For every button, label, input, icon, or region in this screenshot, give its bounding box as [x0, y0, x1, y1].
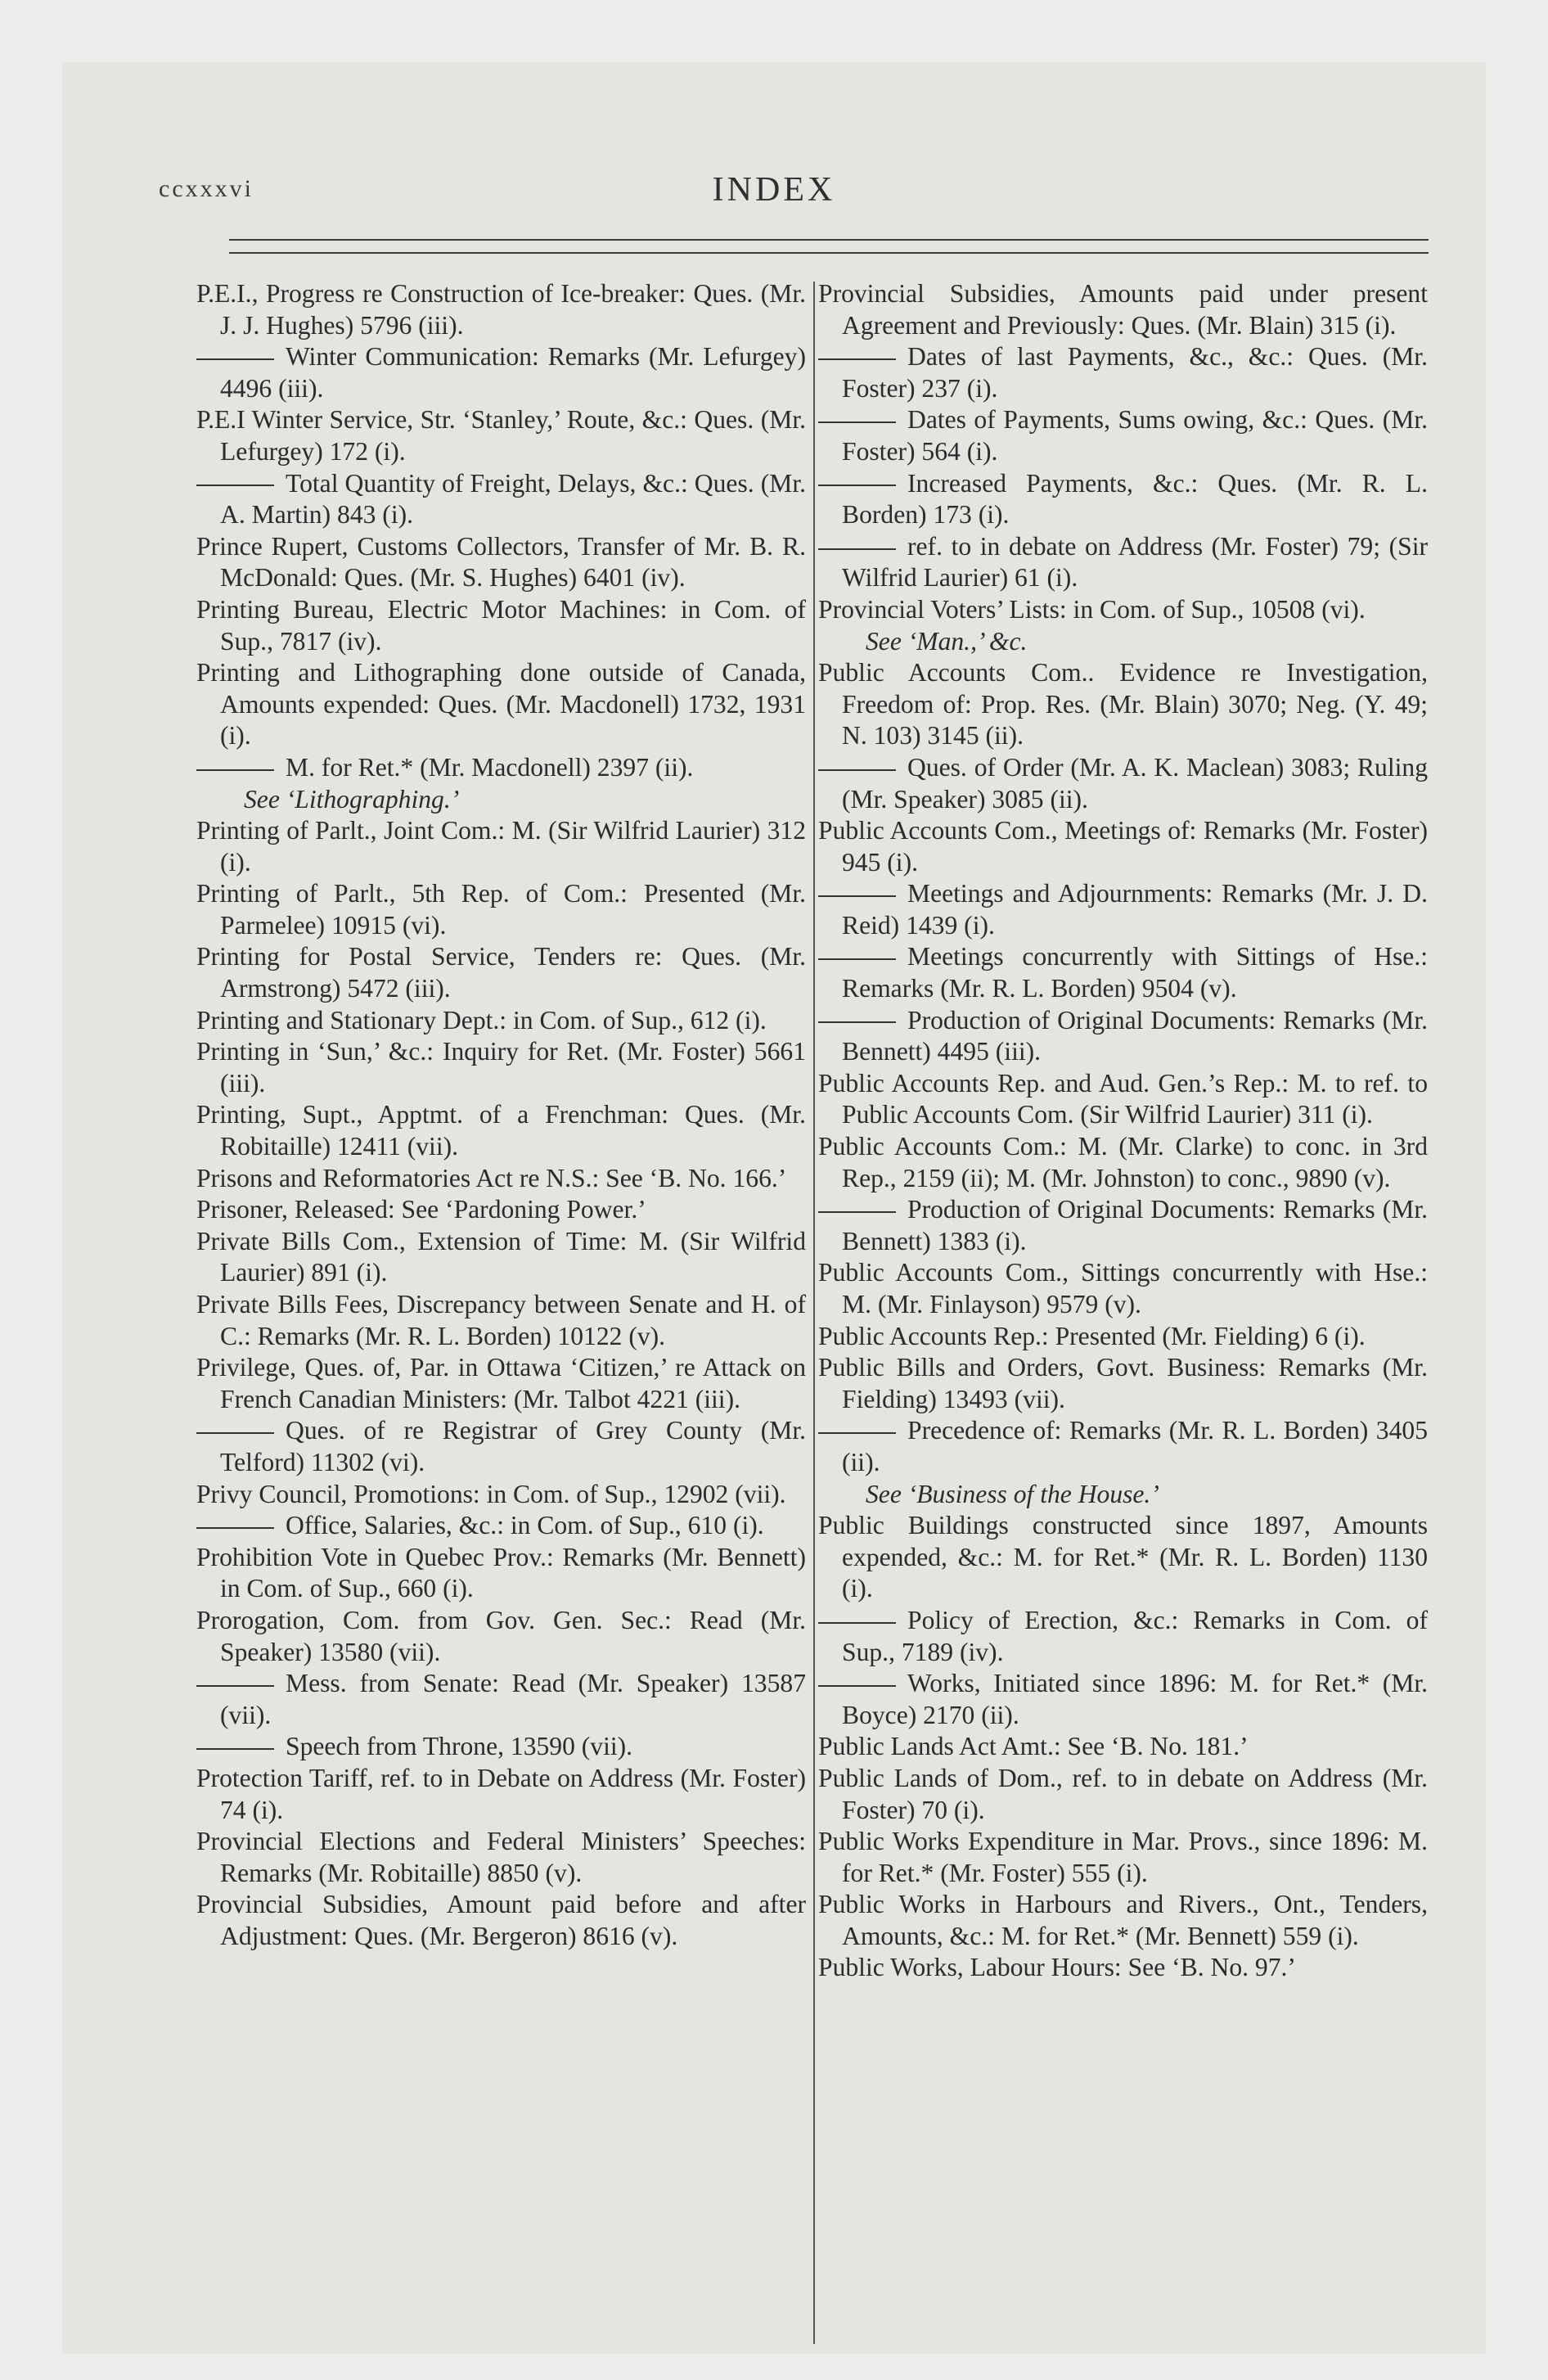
right-index-column: [818, 278, 1428, 1984]
repeat-dash: [818, 1211, 896, 1213]
index-entry: [196, 815, 806, 878]
index-entry: [818, 1889, 1428, 1952]
index-entry: [818, 1352, 1428, 1415]
repeat-dash: [818, 769, 896, 771]
entry-text: Prince Rupert, Customs Collectors, Transfer of Mr. B. R. McDonald: Ques. (Mr. S. Hughes) 6401 (iv).: [196, 531, 806, 593]
entry-text: Speech from Throne, 13590 (vii).: [286, 1732, 633, 1761]
entry-text: Prohibition Vote in Quebec Prov.: Remarks (Mr. Bennett) in Com. of Sup., 660 (i).: [196, 1542, 806, 1603]
index-entry: [818, 1763, 1428, 1826]
repeat-dash: [818, 421, 896, 423]
index-subentry: [818, 341, 1428, 404]
repeat-dash: [196, 769, 274, 771]
entry-text: Public Accounts Com.: M. (Mr. Clarke) to conc. in 3rd Rep., 2159 (ii); M. (Mr. Johnston) to conc., 9890 (v).: [818, 1132, 1428, 1192]
left-index-column: [196, 278, 806, 1952]
repeat-dash: [818, 958, 896, 960]
entry-text: Provincial Subsidies, Amounts paid under present Agreement and Previously: Ques. (Mr. Blain) 315 (i).: [818, 279, 1428, 340]
entry-text: Privy Council, Promotions: in Com. of Sup., 12902 (vii).: [196, 1479, 786, 1508]
index-subentry: [196, 1415, 806, 1478]
index-entry: [196, 1163, 806, 1195]
entry-text: M. for Ret.* (Mr. Macdonell) 2397 (ii).: [286, 752, 694, 782]
entry-text: P.E.I., Progress re Construction of Ice-breaker: Ques. (Mr. J. J. Hughes) 5796 (iii).: [196, 279, 806, 340]
index-entry: [196, 784, 806, 816]
entry-text: Mess. from Senate: Read (Mr. Speaker) 13587 (vii).: [220, 1669, 806, 1729]
index-entry: [196, 1889, 806, 1952]
index-entry: [196, 1763, 806, 1826]
index-entry: [196, 1099, 806, 1162]
index-entry: [818, 1952, 1428, 1984]
index-entry: [196, 1194, 806, 1226]
entry-text: Ques. of Order (Mr. A. K. Maclean) 3083; Ruling (Mr. Speaker) 3085 (ii).: [842, 752, 1428, 814]
page-title: INDEX: [712, 171, 836, 209]
index-entry: [818, 815, 1428, 878]
entry-text: Dates of Payments, Sums owing, &c.: Ques. (Mr. Foster) 564 (i).: [842, 405, 1428, 466]
index-entry: [196, 1605, 806, 1668]
entry-text: Public Accounts Com., Sittings concurrently with Hse.: M. (Mr. Finlayson) 9579 (v).: [818, 1258, 1428, 1318]
index-entry: [196, 1542, 806, 1605]
entry-text: Precedence of: Remarks (Mr. R. L. Borden) 3405 (ii).: [842, 1416, 1428, 1476]
index-entry: [196, 1289, 806, 1352]
entry-text: Provincial Voters’ Lists: in Com. of Sup., 10508 (vi).: [818, 594, 1366, 624]
index-entry: [196, 594, 806, 657]
index-entry: [196, 1352, 806, 1415]
entry-text: Private Bills Com., Extension of Time: M. (Sir Wilfrid Laurier) 891 (i).: [196, 1226, 806, 1287]
entry-text: Dates of last Payments, &c., &c.: Ques. (Mr. Foster) 237 (i).: [842, 342, 1428, 403]
entry-text: Ques. of re Registrar of Grey County (Mr. Telford) 11302 (vi).: [220, 1416, 806, 1476]
index-entry: [818, 1826, 1428, 1889]
repeat-dash: [818, 1685, 896, 1687]
index-entry: [196, 278, 806, 341]
entry-text: Protection Tariff, ref. to in Debate on Address (Mr. Foster) 74 (i).: [196, 1763, 806, 1824]
index-entry: [196, 878, 806, 941]
column-divider: [813, 282, 815, 2344]
entry-text: Printing and Stationary Dept.: in Com. of Sup., 612 (i).: [196, 1005, 767, 1034]
index-subentry: [818, 878, 1428, 941]
entry-text: Public Works Expenditure in Mar. Provs., since 1896: M. for Ret.* (Mr. Foster) 555 (i).: [818, 1827, 1428, 1887]
entry-text: Public Works, Labour Hours: See ‘B. No. 97.’: [818, 1953, 1296, 1982]
entry-text: ref. to in debate on Address (Mr. Foster) 79; (Sir Wilfrid Laurier) 61 (i).: [842, 531, 1428, 593]
entry-text: Increased Payments, &c.: Ques. (Mr. R. L. Borden) 173 (i).: [842, 468, 1428, 530]
entry-text: Printing, Supt., Apptmt. of a Frenchman: Ques. (Mr. Robitaille) 12411 (vii).: [196, 1100, 806, 1161]
index-subentry: [818, 1194, 1428, 1257]
entry-text: Public Accounts Com.. Evidence re Investigation, Freedom of: Prop. Res. (Mr. Blain) 3070; Neg. (Y. 49; N. 103) 3145 (ii).: [818, 658, 1428, 751]
entry-text: Winter Communication: Remarks (Mr. Lefurgey) 4496 (iii).: [220, 342, 806, 403]
entry-text: See ‘Man.,’ &c.: [866, 626, 1028, 656]
entry-text: Prisoner, Released: See ‘Pardoning Power.’: [196, 1195, 646, 1224]
entry-text: Prisons and Reformatories Act re N.S.: See ‘B. No. 166.’: [196, 1163, 787, 1192]
entry-text: Provincial Subsidies, Amount paid before and after Adjustment: Ques. (Mr. Bergeron) 8616 (v).: [196, 1890, 806, 1950]
repeat-dash: [818, 895, 896, 897]
repeat-dash: [196, 1748, 274, 1750]
entry-text: See ‘Lithographing.’: [244, 784, 460, 814]
index-entry: [196, 1005, 806, 1037]
index-entry: [818, 1510, 1428, 1605]
index-entry: [196, 1036, 806, 1099]
entry-text: Provincial Elections and Federal Ministers’ Speeches: Remarks (Mr. Robitaille) 8850 (v).: [196, 1827, 806, 1887]
index-entry: [196, 1826, 806, 1889]
index-entry: [818, 594, 1428, 626]
index-subentry: [196, 1668, 806, 1731]
index-subentry: [818, 531, 1428, 594]
repeat-dash: [196, 1432, 274, 1434]
entry-text: Prorogation, Com. from Gov. Gen. Sec.: Read (Mr. Speaker) 13580 (vii).: [196, 1605, 806, 1666]
entry-text: See ‘Business of the House.’: [866, 1479, 1159, 1508]
index-subentry: [818, 1605, 1428, 1668]
index-subentry: [818, 1415, 1428, 1478]
entry-text: Works, Initiated since 1896: M. for Ret.* (Mr. Boyce) 2170 (ii).: [842, 1669, 1428, 1729]
entry-text: Public Lands of Dom., ref. to in debate on Address (Mr. Foster) 70 (i).: [818, 1763, 1428, 1824]
entry-text: Production of Original Documents: Remarks (Mr. Bennett) 1383 (i).: [842, 1195, 1428, 1255]
repeat-dash: [818, 1622, 896, 1624]
index-subentry: [818, 1005, 1428, 1068]
index-entry: [818, 657, 1428, 752]
index-entry: [818, 1321, 1428, 1353]
index-entry: [818, 1479, 1428, 1511]
index-entry: [196, 657, 806, 752]
index-entry: [818, 1257, 1428, 1320]
index-subentry: [196, 1731, 806, 1763]
index-subentry: [196, 752, 806, 784]
repeat-dash: [818, 548, 896, 550]
repeat-dash: [196, 1685, 274, 1687]
page-number: ccxxxvi: [159, 175, 254, 202]
entry-text: Printing of Parlt., Joint Com.: M. (Sir Wilfrid Laurier) 312 (i).: [196, 816, 806, 877]
entry-text: Private Bills Fees, Discrepancy between Senate and H. of C.: Remarks (Mr. R. L. Borden) 10122 (v).: [196, 1290, 806, 1350]
index-entry: [196, 404, 806, 467]
entry-text: Printing for Postal Service, Tenders re: Ques. (Mr. Armstrong) 5472 (iii).: [196, 942, 806, 1003]
entry-text: Meetings and Adjournments: Remarks (Mr. J. D. Reid) 1439 (i).: [842, 879, 1428, 940]
entry-text: Office, Salaries, &c.: in Com. of Sup., 610 (i).: [286, 1511, 764, 1540]
repeat-dash: [818, 485, 896, 486]
index-entry: [196, 1226, 806, 1289]
entry-text: Public Works in Harbours and Rivers., Ont., Tenders, Amounts, &c.: M. for Ret.* (Mr. Bennett) 559 (i).: [818, 1890, 1428, 1950]
index-entry: [818, 626, 1428, 658]
repeat-dash: [818, 1021, 896, 1023]
entry-text: Printing of Parlt., 5th Rep. of Com.: Presented (Mr. Parmelee) 10915 (vi).: [196, 879, 806, 940]
entry-text: Public Accounts Rep. and Aud. Gen.’s Rep.: M. to ref. to Public Accounts Com. (Sir Wilfrid Laurier) 311 (i).: [818, 1068, 1428, 1129]
entry-text: Printing in ‘Sun,’ &c.: Inquiry for Ret. (Mr. Foster) 5661 (iii).: [196, 1037, 806, 1098]
header-rule-bottom: [229, 252, 1429, 254]
entry-text: Total Quantity of Freight, Delays, &c.: Ques. (Mr. A. Martin) 843 (i).: [220, 468, 806, 530]
repeat-dash: [818, 1432, 896, 1434]
entry-text: Public Bills and Orders, Govt. Business: Remarks (Mr. Fielding) 13493 (vii).: [818, 1353, 1428, 1413]
repeat-dash: [196, 358, 274, 360]
index-subentry: [818, 404, 1428, 467]
index-subentry: [196, 468, 806, 531]
entry-text: Public Accounts Com., Meetings of: Remarks (Mr. Foster) 945 (i).: [818, 816, 1428, 877]
entry-text: Public Accounts Rep.: Presented (Mr. Fielding) 6 (i).: [818, 1321, 1366, 1350]
index-subentry: [818, 941, 1428, 1004]
repeat-dash: [196, 485, 274, 486]
index-entry: [196, 1479, 806, 1511]
index-entry: [196, 941, 806, 1004]
index-subentry: [818, 1668, 1428, 1731]
repeat-dash: [196, 1527, 274, 1529]
header-rule-top: [229, 239, 1429, 241]
index-entry: [818, 1131, 1428, 1194]
index-subentry: [196, 341, 806, 404]
entry-text: Printing Bureau, Electric Motor Machines: in Com. of Sup., 7817 (iv).: [196, 594, 806, 656]
entry-text: Printing and Lithographing done outside of Canada, Amounts expended: Ques. (Mr. Macdonell) 1732, 1931 (i).: [196, 658, 806, 751]
entry-text: Production of Original Documents: Remarks (Mr. Bennett) 4495 (iii).: [842, 1005, 1428, 1066]
index-entry: [196, 531, 806, 594]
entry-text: Public Buildings constructed since 1897, Amounts expended, &c.: M. for Ret.* (Mr. R. L. Borden) 1130 (i).: [818, 1511, 1428, 1603]
entry-text: P.E.I Winter Service, Str. ‘Stanley,’ Route, &c.: Ques. (Mr. Lefurgey) 172 (i).: [196, 405, 806, 466]
index-subentry: [818, 752, 1428, 815]
index-entry: [818, 278, 1428, 341]
index-subentry: [818, 468, 1428, 531]
entry-text: Meetings concurrently with Sittings of Hse.: Remarks (Mr. R. L. Borden) 9504 (v).: [842, 942, 1428, 1003]
entry-text: Public Lands Act Amt.: See ‘B. No. 181.’: [818, 1732, 1249, 1761]
repeat-dash: [818, 358, 896, 360]
index-entry: [818, 1068, 1428, 1131]
entry-text: Policy of Erection, &c.: Remarks in Com. of Sup., 7189 (iv).: [842, 1605, 1428, 1666]
index-entry: [818, 1731, 1428, 1763]
entry-text: Privilege, Ques. of, Par. in Ottawa ‘Citizen,’ re Attack on French Canadian Ministers: (Mr. Talbot 4221 (iii).: [196, 1353, 806, 1413]
index-subentry: [196, 1510, 806, 1542]
